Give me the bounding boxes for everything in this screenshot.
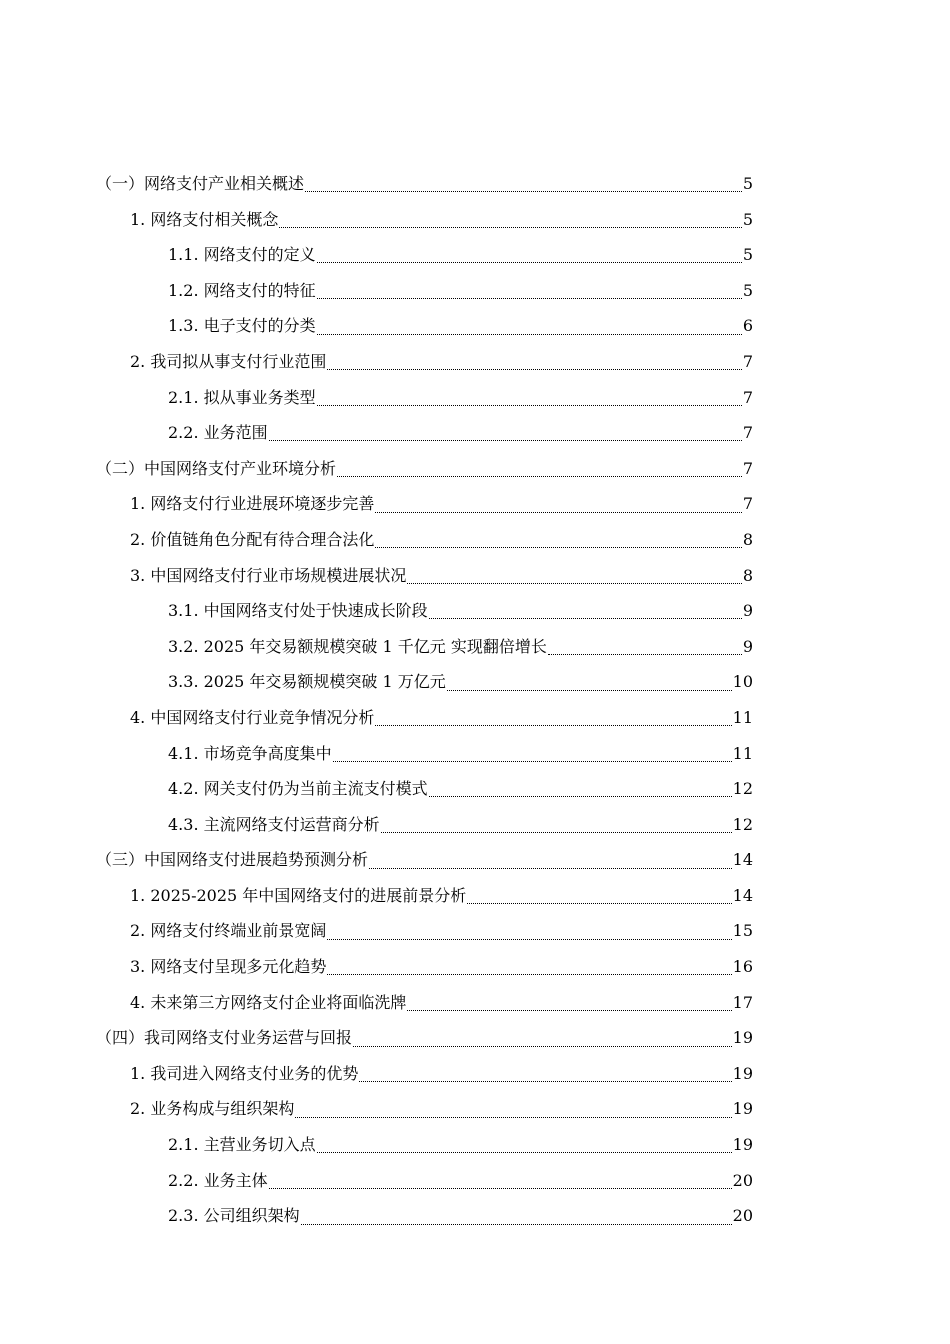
dot-leader xyxy=(295,1117,731,1118)
dot-leader xyxy=(381,832,732,833)
toc-entry[interactable] xyxy=(96,664,753,700)
toc-entry[interactable] xyxy=(96,486,753,522)
dot-leader xyxy=(375,547,741,548)
dot-leader xyxy=(375,512,741,513)
dot-leader xyxy=(327,369,741,370)
toc-entry-title: 2. 价值链角色分配有待合理合法化 xyxy=(130,529,375,549)
toc-page-number: 6 xyxy=(742,316,753,336)
dot-leader xyxy=(317,262,742,263)
toc-page-number: 20 xyxy=(732,1170,753,1190)
toc-entry-title: 3. 网络支付呈现多元化趋势 xyxy=(130,957,327,977)
toc-entry-title: 2.1. 主营业务切入点 xyxy=(168,1135,316,1155)
dot-leader xyxy=(548,654,742,655)
toc-entry-title: （二）中国网络支付产业环境分析 xyxy=(96,458,337,478)
dot-leader xyxy=(407,583,741,584)
toc-entry-title: 2.2. 业务范围 xyxy=(168,423,268,443)
dot-leader xyxy=(317,405,742,406)
dot-leader xyxy=(429,796,732,797)
toc-entry[interactable] xyxy=(96,522,753,558)
toc-entry-title: 1.3. 电子支付的分类 xyxy=(168,316,316,336)
toc-entry[interactable] xyxy=(96,913,753,949)
dot-leader xyxy=(269,440,742,441)
toc-page-number: 19 xyxy=(732,1063,753,1083)
dot-leader xyxy=(407,1010,731,1011)
dot-leader xyxy=(301,1224,732,1225)
toc-entry-title: 1. 我司进入网络支付业务的优势 xyxy=(130,1063,359,1083)
toc-entry-title: 4.3. 主流网络支付运营商分析 xyxy=(168,814,380,834)
toc-page-number: 9 xyxy=(742,601,753,621)
toc-entry[interactable] xyxy=(96,985,753,1021)
dot-leader xyxy=(317,1152,732,1153)
dot-leader xyxy=(305,191,742,192)
toc-entry[interactable] xyxy=(96,1056,753,1092)
toc-entry-title: 3. 中国网络支付行业市场规模进展状况 xyxy=(130,565,407,585)
dot-leader xyxy=(447,690,732,691)
table-of-contents xyxy=(96,166,753,1234)
dot-leader xyxy=(467,903,731,904)
toc-page-number: 17 xyxy=(732,992,753,1012)
dot-leader xyxy=(333,761,732,762)
toc-entry-title: 1. 2025-2025 年中国网络支付的进展前景分析 xyxy=(130,885,467,905)
dot-leader xyxy=(429,618,742,619)
toc-entry[interactable] xyxy=(96,237,753,273)
toc-entry-title: 4. 中国网络支付行业竞争情况分析 xyxy=(130,707,375,727)
toc-entry-title: （四）我司网络支付业务运营与回报 xyxy=(96,1028,353,1048)
toc-entry[interactable] xyxy=(96,344,753,380)
dot-leader xyxy=(359,1081,731,1082)
toc-page-number: 7 xyxy=(742,423,753,443)
toc-page-number: 9 xyxy=(742,636,753,656)
dot-leader xyxy=(375,725,731,726)
toc-entry[interactable] xyxy=(96,878,753,914)
toc-page-number: 5 xyxy=(742,280,753,300)
toc-page-number: 5 xyxy=(742,245,753,265)
toc-page-number: 7 xyxy=(742,494,753,514)
toc-page-number: 11 xyxy=(732,707,753,727)
toc-entry[interactable] xyxy=(96,771,753,807)
toc-entry[interactable] xyxy=(96,273,753,309)
dot-leader xyxy=(269,1188,732,1189)
toc-page-number: 10 xyxy=(732,672,753,692)
toc-entry[interactable] xyxy=(96,1198,753,1234)
toc-entry-title: 3.3. 2025 年交易额规模突破 1 万亿元 xyxy=(168,672,446,692)
toc-page-number: 5 xyxy=(742,209,753,229)
toc-entry-title: 2.1. 拟从事业务类型 xyxy=(168,387,316,407)
toc-entry[interactable] xyxy=(96,949,753,985)
toc-page-number: 19 xyxy=(732,1099,753,1119)
toc-page-number: 14 xyxy=(732,885,753,905)
toc-entry[interactable] xyxy=(96,1163,753,1199)
toc-entry[interactable] xyxy=(96,558,753,594)
toc-entry[interactable] xyxy=(96,1091,753,1127)
dot-leader xyxy=(327,974,731,975)
toc-page-number: 19 xyxy=(732,1028,753,1048)
toc-entry-title: 1.1. 网络支付的定义 xyxy=(168,245,316,265)
toc-entry[interactable] xyxy=(96,380,753,416)
toc-entry[interactable] xyxy=(96,629,753,665)
toc-entry-title: 2. 网络支付终端业前景宽阔 xyxy=(130,921,327,941)
toc-entry[interactable] xyxy=(96,202,753,238)
toc-page-number: 16 xyxy=(732,957,753,977)
dot-leader xyxy=(337,476,742,477)
toc-entry[interactable] xyxy=(96,736,753,772)
toc-entry[interactable] xyxy=(96,1020,753,1056)
toc-entry-title: 2. 我司拟从事支付行业范围 xyxy=(130,351,327,371)
dot-leader xyxy=(317,298,742,299)
dot-leader xyxy=(369,868,732,869)
toc-page-number: 12 xyxy=(732,779,753,799)
toc-entry-title: 4.1. 市场竞争高度集中 xyxy=(168,743,332,763)
toc-page-number: 8 xyxy=(742,529,753,549)
toc-page-number: 8 xyxy=(742,565,753,585)
dot-leader xyxy=(327,939,731,940)
toc-entry-title: 2.2. 业务主体 xyxy=(168,1170,268,1190)
toc-page-number: 15 xyxy=(732,921,753,941)
dot-leader xyxy=(279,227,741,228)
toc-entry[interactable] xyxy=(96,166,753,202)
toc-entry-title: （一）网络支付产业相关概述 xyxy=(96,174,305,193)
toc-entry[interactable] xyxy=(96,700,753,736)
toc-entry[interactable] xyxy=(96,1127,753,1163)
toc-entry-title: 3.1. 中国网络支付处于快速成长阶段 xyxy=(168,601,428,621)
toc-entry-title: （三）中国网络支付进展趋势预测分析 xyxy=(96,850,369,870)
toc-entry-title: 4.2. 网关支付仍为当前主流支付模式 xyxy=(168,779,428,799)
toc-entry-title: 4. 未来第三方网络支付企业将面临洗牌 xyxy=(130,992,407,1012)
toc-page-number: 5 xyxy=(742,174,753,193)
toc-entry-title: 1.2. 网络支付的特征 xyxy=(168,280,316,300)
toc-entry-title: 2. 业务构成与组织架构 xyxy=(130,1099,295,1119)
toc-entry[interactable] xyxy=(96,842,753,878)
toc-entry[interactable] xyxy=(96,593,753,629)
toc-entry-title: 2.3. 公司组织架构 xyxy=(168,1206,300,1226)
toc-page-number: 7 xyxy=(742,458,753,478)
toc-entry[interactable] xyxy=(96,415,753,451)
toc-page-number: 7 xyxy=(742,387,753,407)
dot-leader xyxy=(317,334,742,335)
toc-entry[interactable] xyxy=(96,308,753,344)
toc-page-number: 11 xyxy=(732,743,753,763)
toc-page-number: 12 xyxy=(732,814,753,834)
toc-entry[interactable] xyxy=(96,807,753,843)
toc-entry[interactable] xyxy=(96,451,753,487)
toc-entry-title: 3.2. 2025 年交易额规模突破 1 千亿元 实现翻倍增长 xyxy=(168,636,547,656)
toc-page-number: 20 xyxy=(732,1206,753,1226)
toc-page-number: 7 xyxy=(742,351,753,371)
toc-page-number: 19 xyxy=(732,1135,753,1155)
toc-entry-title: 1. 网络支付相关概念 xyxy=(130,209,279,229)
toc-page-number: 14 xyxy=(732,850,753,870)
toc-entry-title: 1. 网络支付行业进展环境逐步完善 xyxy=(130,494,375,514)
dot-leader xyxy=(353,1046,732,1047)
